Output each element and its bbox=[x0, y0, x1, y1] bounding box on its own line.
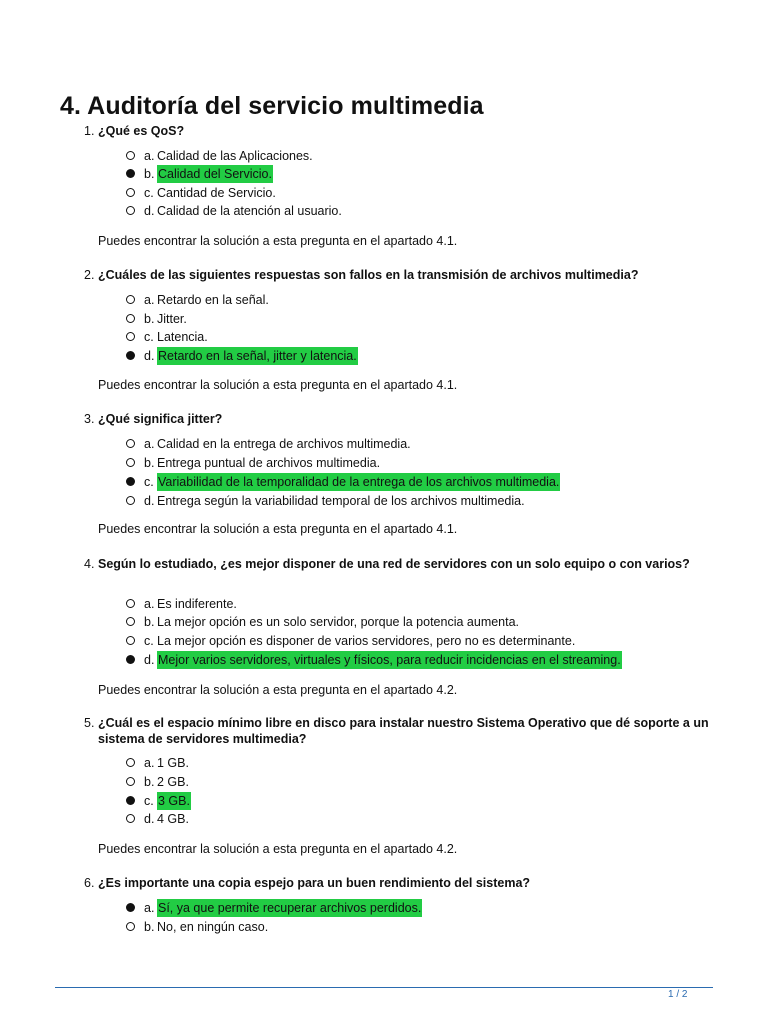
option-text: La mejor opción es un solo servidor, porque la potencia aumenta. bbox=[157, 615, 520, 629]
option-text: Cantidad de Servicio. bbox=[157, 186, 276, 200]
answer-option-d[interactable] bbox=[0, 651, 768, 669]
question-header bbox=[84, 412, 714, 428]
option-letter: a. bbox=[144, 293, 155, 307]
answer-option-c[interactable] bbox=[0, 792, 768, 810]
option-letter: c. bbox=[144, 634, 154, 648]
answer-option-d[interactable] bbox=[0, 810, 768, 828]
option-text: La mejor opción es disponer de varios servidores, pero no es determinante. bbox=[157, 634, 576, 648]
answer-option-c[interactable] bbox=[0, 184, 768, 202]
option-text: 1 GB. bbox=[157, 756, 189, 770]
answer-option-c[interactable] bbox=[0, 328, 768, 346]
option-letter: b. bbox=[144, 167, 155, 181]
option-letter: d. bbox=[144, 812, 155, 826]
question-text: ¿Qué es QoS? bbox=[98, 124, 185, 138]
answer-option-b[interactable] bbox=[0, 918, 768, 936]
answer-option-a[interactable] bbox=[0, 147, 768, 165]
answer-option-b[interactable] bbox=[0, 613, 768, 631]
option-letter: c. bbox=[144, 475, 154, 489]
answer-option-a[interactable] bbox=[0, 291, 768, 309]
option-text-correct: Variabilidad de la temporalidad de la entrega de los archivos multimedia. bbox=[158, 475, 560, 489]
question-number: 3. bbox=[84, 412, 95, 426]
answer-option-d[interactable] bbox=[0, 202, 768, 220]
answer-option-b[interactable] bbox=[0, 454, 768, 472]
option-letter: c. bbox=[144, 186, 154, 200]
option-letter: b. bbox=[144, 920, 155, 934]
answer-option-a[interactable] bbox=[0, 595, 768, 613]
option-text: Entrega puntual de archivos multimedia. bbox=[157, 456, 381, 470]
question-number: 6. bbox=[84, 876, 95, 890]
option-text: 2 GB. bbox=[157, 775, 189, 789]
option-text: Jitter. bbox=[157, 312, 187, 326]
solution-note: Puedes encontrar la solución a esta pregunta en el apartado 4.2. bbox=[98, 842, 458, 856]
question-header bbox=[84, 876, 714, 892]
answer-option-a[interactable] bbox=[0, 435, 768, 453]
option-text: 4 GB. bbox=[157, 812, 189, 826]
option-letter: a. bbox=[144, 149, 155, 163]
option-text: Calidad en la entrega de archivos multimedia. bbox=[157, 437, 411, 451]
option-letter: a. bbox=[144, 437, 155, 451]
footer-divider bbox=[55, 987, 713, 988]
page-number: 1 / 2 bbox=[668, 989, 688, 1000]
answer-option-d[interactable] bbox=[0, 347, 768, 365]
option-letter: b. bbox=[144, 456, 155, 470]
question-number: 4. bbox=[84, 557, 95, 571]
answer-option-d[interactable] bbox=[0, 492, 768, 510]
option-letter: a. bbox=[144, 597, 155, 611]
question-number: 1. bbox=[84, 124, 95, 138]
option-text: Calidad de las Aplicaciones. bbox=[157, 149, 313, 163]
option-text: Entrega según la variabilidad temporal de los archivos multimedia. bbox=[157, 494, 525, 508]
option-letter: d. bbox=[144, 494, 155, 508]
answer-option-c[interactable] bbox=[0, 473, 768, 491]
option-letter: a. bbox=[144, 756, 155, 770]
answer-option-a[interactable] bbox=[0, 899, 768, 917]
question-header bbox=[84, 124, 714, 140]
option-text: Es indiferente. bbox=[157, 597, 237, 611]
option-letter: b. bbox=[144, 312, 155, 326]
option-text-correct: Calidad del Servicio. bbox=[158, 167, 272, 181]
option-letter: d. bbox=[144, 204, 155, 218]
answer-option-b[interactable] bbox=[0, 773, 768, 791]
option-letter: d. bbox=[144, 349, 155, 363]
question-text: ¿Cuáles de las siguientes respuestas son fallos en la transmisión de archivos multimedia? bbox=[98, 268, 639, 282]
option-text: Calidad de la atención al usuario. bbox=[157, 204, 342, 218]
option-text-correct: Retardo en la señal, jitter y latencia. bbox=[158, 349, 357, 363]
option-letter: c. bbox=[144, 794, 154, 808]
question-number: 5. bbox=[84, 716, 95, 730]
option-text-correct: 3 GB. bbox=[158, 794, 190, 808]
question-text: ¿Cuál es el espacio mínimo libre en disco para instalar nuestro Sistema Operativo que dé soporte a un sistema de servidores multimedia? bbox=[98, 716, 709, 746]
question-number: 2. bbox=[84, 268, 95, 282]
question-header bbox=[84, 716, 714, 747]
page-title: 4. Auditoría del servicio multimedia bbox=[60, 92, 484, 120]
answer-option-c[interactable] bbox=[0, 632, 768, 650]
answer-option-b[interactable] bbox=[0, 310, 768, 328]
option-text: Latencia. bbox=[157, 330, 208, 344]
question-header bbox=[84, 557, 714, 573]
solution-note: Puedes encontrar la solución a esta pregunta en el apartado 4.1. bbox=[98, 378, 458, 392]
question-text: ¿Es importante una copia espejo para un buen rendimiento del sistema? bbox=[98, 876, 531, 890]
option-text: Retardo en la señal. bbox=[157, 293, 269, 307]
option-letter: b. bbox=[144, 615, 155, 629]
option-letter: a. bbox=[144, 901, 155, 915]
option-text-correct: Sí, ya que permite recuperar archivos perdidos. bbox=[158, 901, 422, 915]
solution-note: Puedes encontrar la solución a esta pregunta en el apartado 4.1. bbox=[98, 234, 458, 248]
question-text: ¿Qué significa jitter? bbox=[98, 412, 223, 426]
option-letter: c. bbox=[144, 330, 154, 344]
option-text: No, en ningún caso. bbox=[157, 920, 269, 934]
answer-option-b[interactable] bbox=[0, 165, 768, 183]
option-letter: b. bbox=[144, 775, 155, 789]
solution-note: Puedes encontrar la solución a esta pregunta en el apartado 4.1. bbox=[98, 522, 458, 536]
solution-note: Puedes encontrar la solución a esta pregunta en el apartado 4.2. bbox=[98, 683, 458, 697]
option-text-correct: Mejor varios servidores, virtuales y físicos, para reducir incidencias en el streaming. bbox=[158, 653, 621, 667]
answer-option-a[interactable] bbox=[0, 754, 768, 772]
question-text: Según lo estudiado, ¿es mejor disponer de una red de servidores con un solo equipo o con varios? bbox=[98, 557, 690, 571]
question-header bbox=[84, 268, 714, 284]
option-letter: d. bbox=[144, 653, 155, 667]
